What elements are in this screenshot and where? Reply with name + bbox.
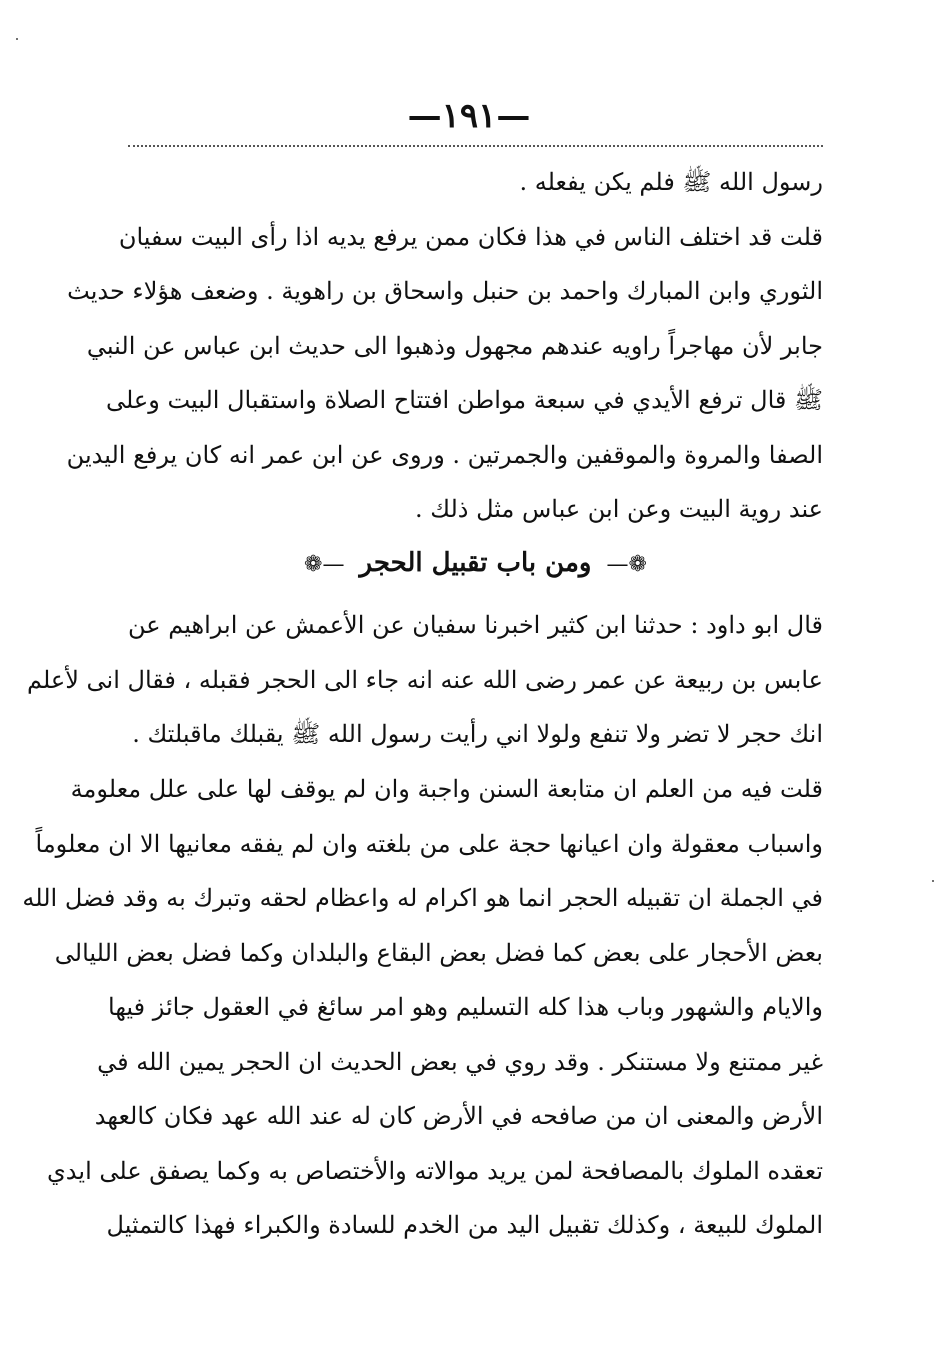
text-line: قال ابو داود : حدثنا ابن كثير اخبرنا سفيان عن الأعمش عن ابراهيم عن — [128, 611, 823, 639]
text-line: قلت قد اختلف الناس في هذا فكان ممن يرفع يديه اذا رأى البيت سفيان — [118, 222, 823, 251]
scan-speck — [16, 38, 18, 40]
text-line: جابر لأن مهاجراً راويه عندهم مجهول وذهبوا الى حديث ابن عباس عن النبي — [86, 331, 823, 360]
text-line: الصفا والمروة والموقفين والجمرتين . وروى عن ابن عمر انه كان يرفع اليدين — [66, 440, 823, 469]
text-line: قلت فيه من العلم ان متابعة السنن واجبة وان لم يوقف لها على علل معلومة — [70, 775, 823, 803]
text-line: في الجملة ان تقبيله الحجر انما هو اكرام له واعظام لحقه وتبرك به وقد فضل الله — [22, 884, 823, 912]
ornament-icon: —❁ — [304, 552, 345, 577]
text-line: الثوري وابن المبارك واحمد بن حنبل واسحاق بن راهوية . وضعف هؤلاء حديث — [67, 277, 823, 305]
page-number: —١٩١— — [407, 96, 531, 136]
ornament-icon: ❁— — [606, 552, 647, 577]
text-line: الملوك للبيعة ، وكذلك تقبيل اليد من الخدم للسادة والكبراء فهذا كالتمثيل — [106, 1211, 823, 1239]
section-heading — [128, 538, 823, 588]
paragraph-block-2 — [27, 598, 823, 762]
text-line: تعقده الملوك بالمصافحة لمن يريد موالاته والأختصاص به وكما يصفق على ايدي — [47, 1156, 823, 1185]
text-line: ﷺ قال ترفع الأيدي في سبعة مواطن افتتاح الصلاة واستقبال البيت وعلى — [105, 386, 823, 414]
section-heading-text: ومن باب تقبيل الحجر — [359, 548, 592, 578]
text-line: عند روية البيت وعن ابن عباس مثل ذلك . — [414, 495, 823, 523]
text-line: بعض الأحجار على بعض كما فضل بعض البقاع والبلدان وكما فضل بعض الليالى — [54, 938, 823, 967]
text-line: انك حجر لا تضر ولا تنفع ولولا اني رأيت رسول الله ﷺ يقبلك ماقبلتك . — [132, 720, 823, 748]
header-rule — [128, 145, 823, 147]
text-line: الأرض والمعنى ان من صافحه في الأرض كان له عند الله عهد فكان كالعهد — [94, 1102, 823, 1130]
text-line: عابس بن ربيعة عن عمر رضى الله عنه انه جاء الى الحجر فقبله ، فقال انى لأعلم — [27, 665, 823, 694]
paragraph-block-3 — [22, 762, 823, 1253]
text-line: والايام والشهور وباب هذا كله التسليم وهو امر سائغ في العقول جائز فيها — [108, 993, 823, 1021]
text-line: غير ممتنع ولا مستنكر . وقد روي في بعض الحديث ان الحجر يمين الله في — [97, 1047, 823, 1076]
text-line: رسول الله ﷺ فلم يكن يفعله . — [519, 168, 823, 196]
text-line: واسباب معقولة وان اعيانها حجة على من بلغته وان لم يفقه معانيها الا ان معلوماً — [35, 829, 823, 858]
paragraph-block-1 — [66, 155, 823, 537]
scan-speck — [932, 880, 934, 882]
